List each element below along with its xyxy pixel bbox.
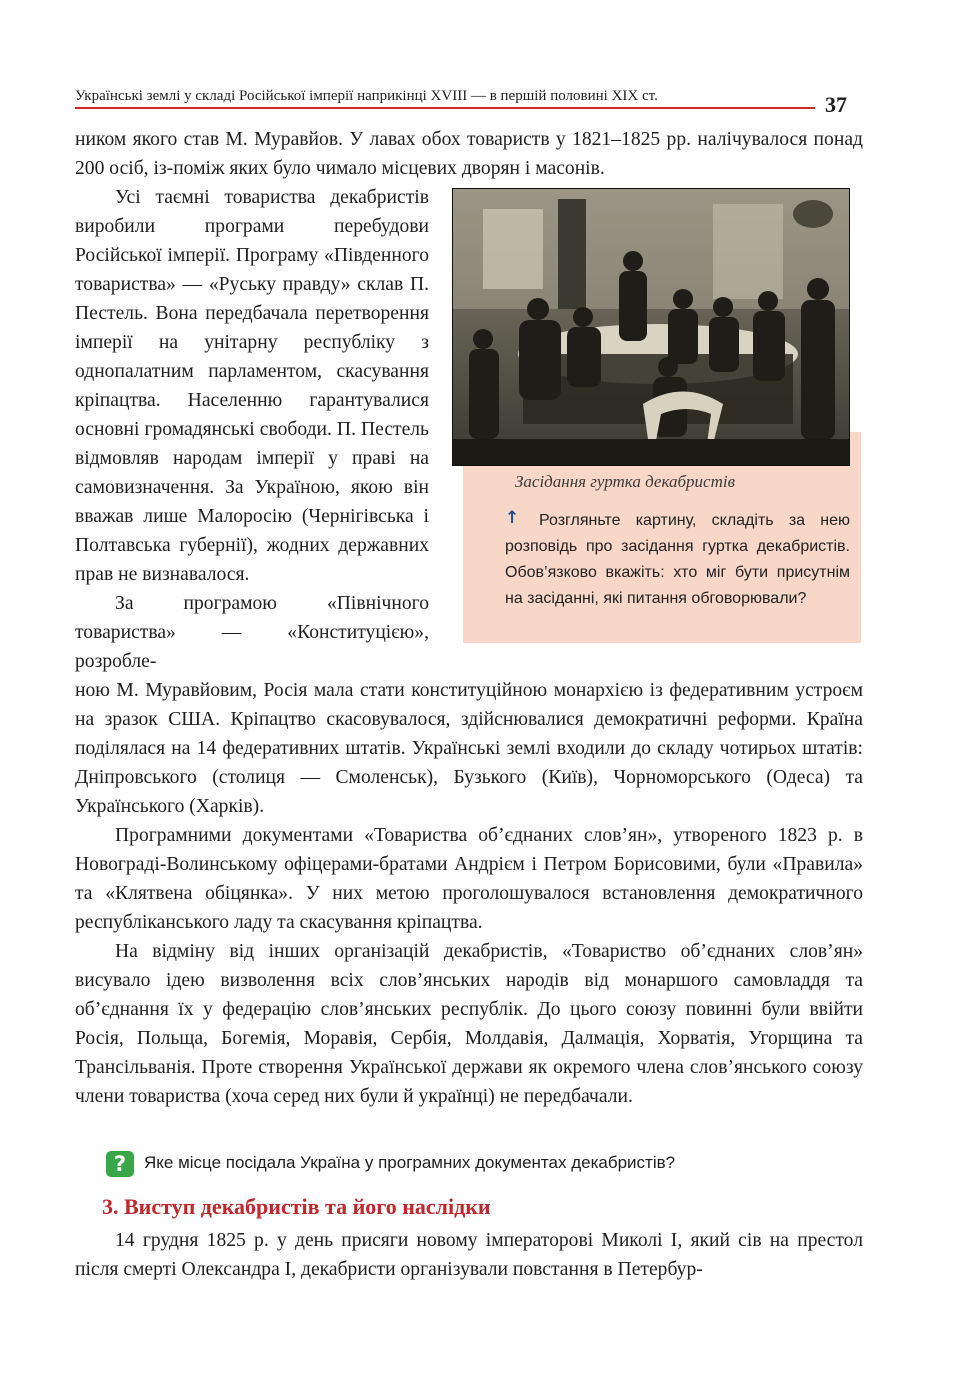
section-title: 3. Виступ декабристів та його наслідки bbox=[102, 1194, 491, 1219]
review-question bbox=[106, 1153, 904, 1173]
page-number: 37 bbox=[825, 92, 847, 117]
question-icon: ? bbox=[106, 1151, 134, 1177]
left-column bbox=[75, 183, 429, 676]
review-question-text: Яке місце посідала Україна у програмних документах декабристів? bbox=[144, 1153, 676, 1172]
paragraph-north-society-start: За програмою «Північного товариства» — «Конституцією», розробле- bbox=[75, 593, 429, 672]
paragraph-slavic-federation: На відміну від інших організацій декабристів, «Товариство об’єднаних слов’ян» висувало ідею визволення всіх слов’янських народів від монаршого самовладдя та об’єднання їх у федерацію слов’янських республік. До цього союзу повинні були ввійти Росія, Польща, Богемія, Моравія, Сербія, Молдавія, Далмація, Хорватія, Угорщина та Трансільванія. Проте створення Української держави як окремого члена слов’янського союзу члени товариства (хоча серед них були й українці) не передбачали. bbox=[75, 941, 863, 1107]
paragraph-south-society: Усі таємні товариства декабристів виробили програми перебудови Російської імперії. Програму «Південного товариства» — «Руську правду» склав П. Пестель. Вона передбачала перетворення імперії на унітарну республіку з однопалатним парламентом, скасування кріпацтва. Населенню гарантувалися основні громадянські свободи. П. Пестель відмовляв народам імперії у праві на самовизначення. За Україною, якою він вважав лише Малоросію (Чернігівська і Полтавська губернії), жодних державних прав не визнавалося. bbox=[75, 187, 429, 585]
engraving-image bbox=[453, 189, 849, 465]
decembrists-meeting-illustration bbox=[452, 188, 850, 466]
running-header: Українські землі у складі Російської імперії наприкінці XVIII — в першій половині XIX ст. bbox=[75, 88, 815, 109]
figure-task-text: Розгляньте картину, складіть за нею розповідь про засідання гуртка декабристів. Обов’язково вкажіть: хто міг бути присутнім на засіданні, які питання обговорювали? bbox=[505, 512, 850, 607]
task-arrow-icon: ↑ bbox=[505, 508, 520, 528]
paragraph-uprising: 14 грудня 1825 р. у день присяги новому імператорові Миколі I, який сів на престол після смерті Олександра I, декабристи організували повстання в Петербур- bbox=[75, 1230, 863, 1280]
full-width-text bbox=[75, 676, 863, 1111]
paragraph-north-society: ною М. Муравйовим, Росія мала стати конституційною монархією із федеративним устроєм на зразок США. Кріпацтво скасовувалося, здійснювалися демократичні реформи. Країна поділялася на 14 федеративних штатів. Українські землі входили до складу чотирьох штатів: Дніпровського (столиця — Смоленськ), Бузького (Київ), Чорноморського (Одеса) та Українського (Харків). bbox=[75, 680, 863, 817]
figure-caption: Засідання гуртка декабристів bbox=[515, 472, 735, 491]
paragraph-united-slavs: Програмними документами «Товариства об’єднаних слов’ян», утвореного 1823 р. в Новограді-Волинському офіцерами-братами Андрієм і Петром Борисовими, були «Правила» та «Клятвена обіцянка». У них метою проголошувалося встановлення демократичного республіканського ладу та скасування кріпацтва. bbox=[75, 825, 863, 933]
figure-task bbox=[505, 508, 850, 612]
intro-paragraph: ником якого став М. Муравйов. У лавах обох товариств у 1821–1825 рр. налічувалося понад 200 осіб, із-поміж яких було чимало місцевих дворян і масонів. bbox=[75, 129, 863, 179]
